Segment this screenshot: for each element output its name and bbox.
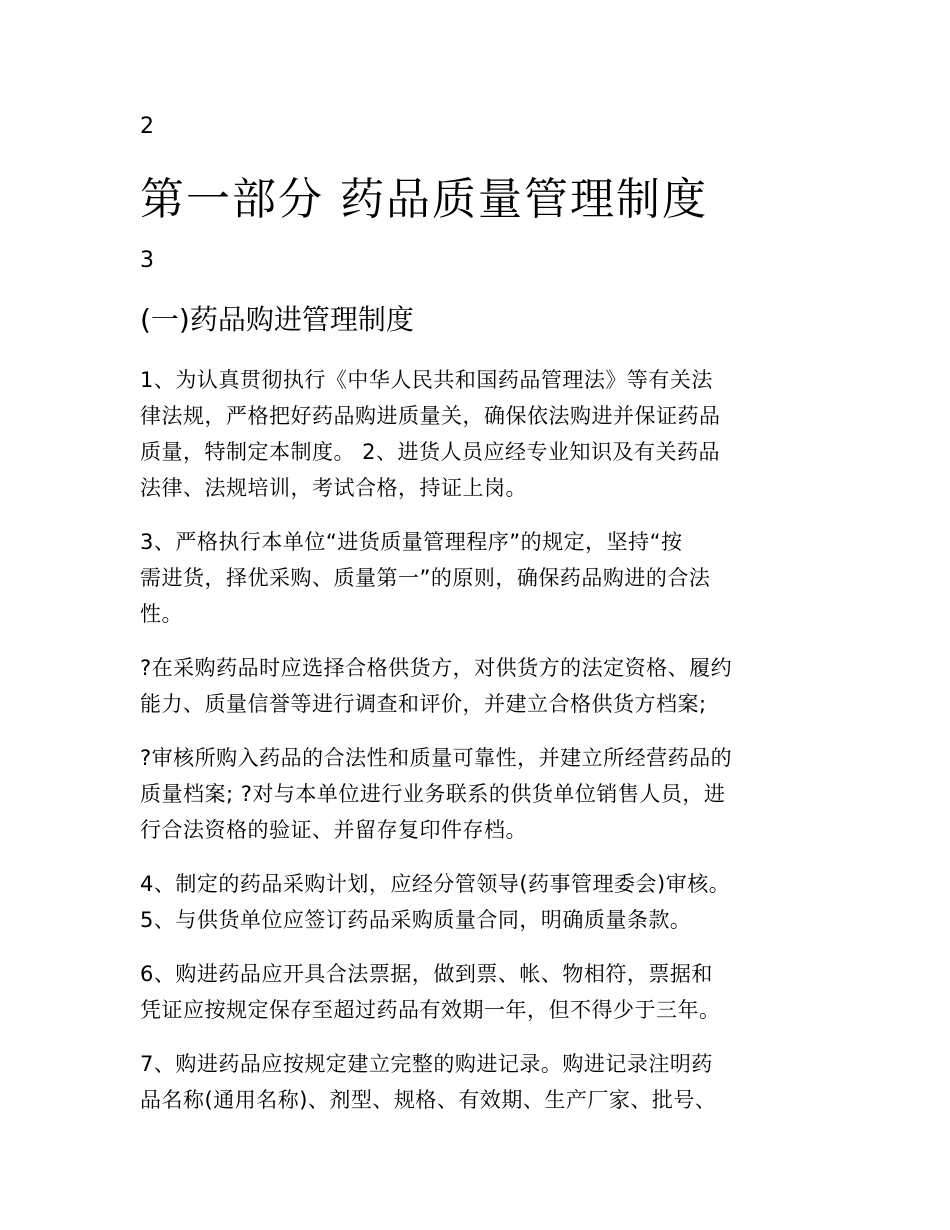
text-line: 5、与供货单位应签订药品采购质量合同，明确质量条款。 — [140, 908, 692, 932]
text-line: 律法规，严格把好药品购进质量关，确保依法购进并保证药品 — [140, 404, 721, 428]
text-line: 质量，特制定本制度。 2、进货人员应经专业知识及有关药品 — [140, 440, 721, 464]
paragraph-6 — [140, 956, 820, 1028]
text-line: 需进货，择优采购、质量第一”的原则，确保药品购进的合法 — [140, 566, 711, 590]
text-line: 法律、法规培训，考试合格，持证上岗。 — [140, 476, 527, 500]
paragraph-1 — [140, 362, 820, 506]
section-heading: (一)药品购进管理制度 — [140, 303, 414, 336]
page-number: 2 — [140, 114, 154, 139]
text-line: 凭证应按规定保存至超过药品有效期一年，但不得少于三年。 — [140, 998, 721, 1022]
paragraph-5 — [140, 866, 820, 938]
text-line: 6、购进药品应开具合法票据，做到票、帐、物相符，票据和 — [140, 962, 713, 986]
text-line: ?审核所购入药品的合法性和质量可靠性，并建立所经营药品的 — [140, 746, 733, 770]
text-line: 1、为认真贯彻执行《中华人民共和国药品管理法》等有关法 — [140, 368, 713, 392]
text-line: 品名称(通用名称)、剂型、规格、有效期、生产厂家、批号、 — [140, 1088, 717, 1112]
document-title: 第一部分 药品质量管理制度 — [140, 174, 708, 225]
paragraph-2 — [140, 524, 820, 632]
paragraph-3 — [140, 650, 820, 722]
paragraph-4 — [140, 740, 820, 848]
text-line: 性。 — [140, 602, 183, 626]
text-line: 4、制定的药品采购计划，应经分管领导(药事管理委会)审核。 — [140, 872, 731, 896]
text-line: 质量档案; ?对与本单位进行业务联系的供货单位销售人员，进 — [140, 782, 726, 806]
text-line: 能力、质量信誉等进行调查和评价，并建立合格供货方档案; — [140, 692, 707, 716]
text-line: 行合法资格的验证、并留存复印件存档。 — [140, 818, 527, 842]
paragraph-7 — [140, 1046, 820, 1118]
page-number: 3 — [140, 248, 154, 273]
text-line: 3、严格执行本单位“进货质量管理程序”的规定，坚持“按 — [140, 530, 683, 554]
text-line: ?在采购药品时应选择合格供货方，对供货方的法定资格、履约 — [140, 656, 733, 680]
text-line: 7、购进药品应按规定建立完整的购进记录。购进记录注明药 — [140, 1052, 713, 1076]
